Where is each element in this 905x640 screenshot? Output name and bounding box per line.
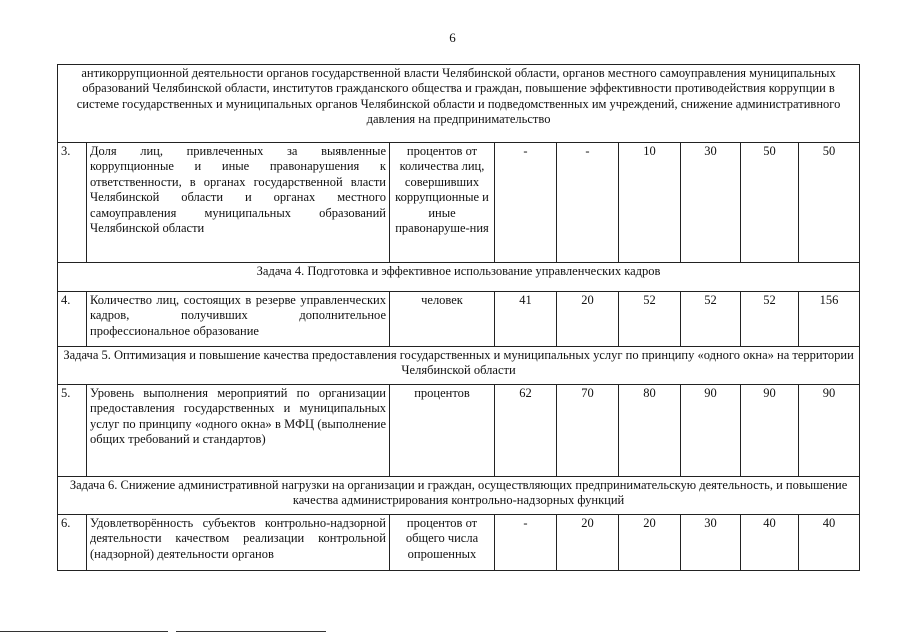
value-cell: 20 — [557, 292, 619, 347]
value-cell: 52 — [619, 292, 681, 347]
indicator-unit: процентов — [390, 385, 495, 477]
row-number: 5. — [58, 385, 87, 477]
value-cell: 80 — [619, 385, 681, 477]
table-row — [58, 292, 860, 347]
value-cell: 62 — [495, 385, 557, 477]
row-number: 6. — [58, 515, 87, 571]
value-cell: - — [495, 515, 557, 571]
value-cell: 30 — [681, 515, 741, 571]
value-cell: 90 — [681, 385, 741, 477]
task-row — [58, 263, 860, 292]
indicator-name: Удовлетворённость субъектов контрольно-надзорной деятельности качеством реализации контрольной (надзорной) деятельности органов — [87, 515, 390, 571]
value-cell: 156 — [799, 292, 860, 347]
continuation-text: антикоррупционной деятельности органов государственной власти Челябинской области, органов местного самоуправления муниципальных образований Челябинской области, институтов гражданского общества и граждан, повышение эффективности противодействия коррупции в системе государственных и муниципальных органов Челябинской области и подведомственных им учреждений, снижение административного давления на предпринимательство — [58, 65, 860, 143]
task-title: Задача 6. Снижение административной нагрузки на организации и граждан, осуществляющих предпринимательскую деятельность, и повышение качества администрирования контрольно-надзорных функций — [58, 477, 860, 515]
table-row — [58, 143, 860, 263]
value-cell: 40 — [799, 515, 860, 571]
value-cell: 41 — [495, 292, 557, 347]
indicator-name: Доля лиц, привлеченных за выявленные коррупционные и иные правонарушения к ответственности, в органах государственной власти Челябинской области и органах местного самоуправления муниципальных образований Челябинской области — [87, 143, 390, 263]
indicators-table — [57, 64, 860, 571]
indicator-unit: процентов от общего числа опрошенных — [390, 515, 495, 571]
page-number: 6 — [449, 30, 456, 45]
indicator-name: Уровень выполнения мероприятий по организации предоставления государственных и муниципальных услуг по принципу «одного окна» в МФЦ (выполнение общих требований и стандартов) — [87, 385, 390, 477]
value-cell: 50 — [799, 143, 860, 263]
task-title: Задача 4. Подготовка и эффективное использование управленческих кадров — [58, 263, 860, 292]
table-row — [58, 385, 860, 477]
value-cell: - — [495, 143, 557, 263]
value-cell: 30 — [681, 143, 741, 263]
indicator-unit: человек — [390, 292, 495, 347]
footer-divider — [176, 631, 326, 632]
task-row — [58, 477, 860, 515]
value-cell: 52 — [741, 292, 799, 347]
indicator-name: Количество лиц, состоящих в резерве управленческих кадров, получивших дополнительное профессиональное образование — [87, 292, 390, 347]
value-cell: 20 — [619, 515, 681, 571]
value-cell: 70 — [557, 385, 619, 477]
value-cell: 10 — [619, 143, 681, 263]
value-cell: 90 — [741, 385, 799, 477]
value-cell: 52 — [681, 292, 741, 347]
table-row — [58, 515, 860, 571]
task-title: Задача 5. Оптимизация и повышение качества предоставления государственных и муниципальных услуг по принципу «одного окна» на территории Челябинской области — [58, 347, 860, 385]
indicator-unit: процентов от количества лиц, совершивших коррупционные и иные правонаруше-ния — [390, 143, 495, 263]
value-cell: 50 — [741, 143, 799, 263]
continuation-row — [58, 65, 860, 143]
row-number: 3. — [58, 143, 87, 263]
value-cell: 40 — [741, 515, 799, 571]
value-cell: - — [557, 143, 619, 263]
value-cell: 90 — [799, 385, 860, 477]
value-cell: 20 — [557, 515, 619, 571]
footer-divider — [0, 631, 168, 632]
row-number: 4. — [58, 292, 87, 347]
task-row — [58, 347, 860, 385]
